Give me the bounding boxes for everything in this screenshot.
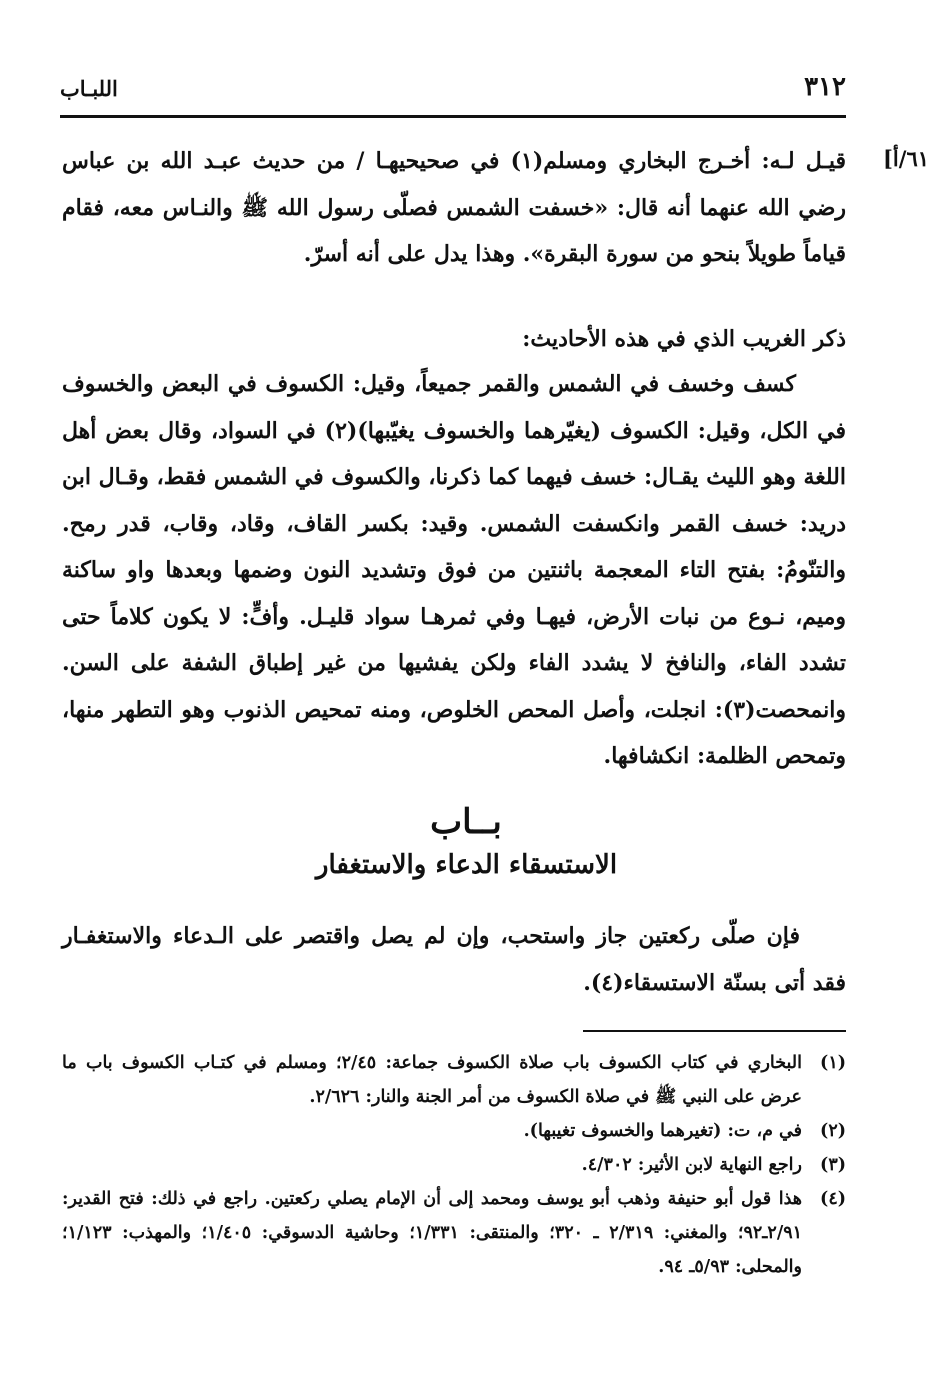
body-paragraph-3: فإن صلّى ركعتين جاز واستحب، وإن لم يصل واقتصر على الـدعاء والاستغفـار فقد أتى بسنّة الاستسقاء(٤).	[62, 923, 846, 996]
footnote	[62, 1148, 846, 1182]
footnote-separator	[583, 1030, 846, 1032]
running-title: اللبـاب	[60, 76, 118, 101]
header-rule	[60, 115, 846, 118]
section-heading: ذكر الغريب الذي في هذه الأحاديث:	[522, 326, 846, 352]
footnote	[62, 1114, 846, 1148]
footnote-number: (٣)	[820, 1155, 846, 1175]
footnote-number: (٢)	[820, 1121, 846, 1141]
footnote	[62, 1046, 846, 1114]
chapter-label: بــاب	[430, 802, 502, 842]
footnote-text: البخاري في كتاب الكسوف باب صلاة الكسوف جماعة: ٢/٤٥؛ ومسلم في كتـاب الكسوف باب ما عرض على النبي ﷺ في صلاة الكسوف من أمر الجنة والنار: ٢/٦٢٦.	[62, 1053, 802, 1107]
footnote-text: راجع النهاية لابن الأثير: ٤/٣٠٢.	[581, 1155, 802, 1175]
body-paragraph-2: كسف وخسف في الشمس والقمر جميعاً، وقيل: الكسوف في البعض والخسوف في الكل، وقيل: الكسوف (يغيّرهما والخسوف يغيّبها)(٢) في السواد، وقال بعض أهل اللغة وهو الليث يقـال: خسف فيهما كما ذكرنا، والكسوف في الشمس فقط، وقـال ابن دريد: خسف القمر وانكسفت الشمس. وقيد: بكسر القاف، وقاد، وقاب، قدر رمح. والتنّومُ: بفتح التاء المعجمة باثنتين من فوق وتشديد النون وضمها وبعدها واو ساكنة وميم، نـوع من نبات الأرض، فيهـا وفي ثمرهـا سواد قليـل. وأفٍّ: لا يكون كلاماً حتى تشدد الفاء، والنافخ لا يشدد الفاء ولكن يفشيها من غير إطباق الشفة على السن. وانمحصت(٣): انجلت، وأصل المحص الخلوص، ومنه تمحيص الذنوب وهو التطهر منها، وتمحص الظلمة: انكشافها.	[62, 371, 846, 769]
footnote-text: في م، ت: (تغيرهما والخسوف تغيبها).	[523, 1121, 802, 1141]
footnote-number: (٤)	[820, 1189, 846, 1209]
page-number: ٣١٢	[804, 72, 846, 102]
footnote	[62, 1182, 846, 1284]
footnote-number: (١)	[820, 1053, 846, 1073]
footnotes-list	[62, 1046, 846, 1284]
page-header	[60, 72, 846, 112]
footnote-text: هذا قول أبو حنيفة وذهب أبو يوسف ومحمد إلى أن الإمام يصلي ركعتين. راجع في ذلك: فتح القدير: ٢/٩١ـ٩٢؛ والمغني: ٢/٣١٩ ـ ٣٢٠؛ والمنتقى: ١/٣٣١؛ وحاشية الدسوقي: ١/٤٠٥؛ والمهذب: ١/١٢٣؛ والمحلى: ٥/٩٣ـ ٩٤.	[62, 1189, 803, 1277]
chapter-title: الاستسقاء الدعاء والاستغفار	[315, 850, 618, 880]
manuscript-folio-ref: ٦١/أ]	[882, 146, 929, 171]
body-paragraph-1: قيـل لـه: أخـرج البخاري ومسلم(١) في صحيحيهـا / من حديث عبـد الله بن عباس رضي الله عنهما أنه قال: «خسفت الشمس فصلّى رسول الله ﷺ والنـاس معه، فقام قياماً طويلاً بنحو من سورة البقرة». وهذا يدل على أنه أسرّ.	[62, 148, 846, 267]
